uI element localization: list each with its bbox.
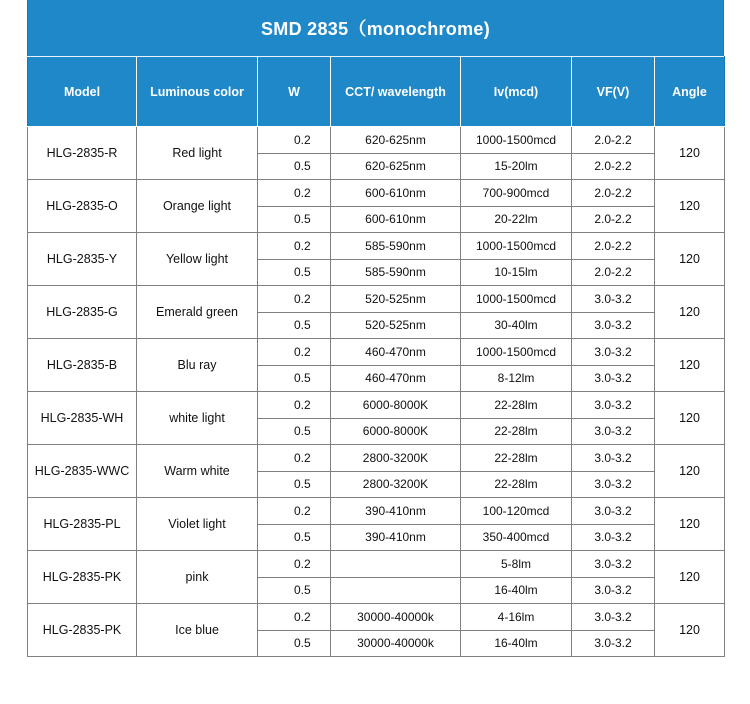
cct-cell: 600-610nm — [331, 206, 461, 233]
iv-cell: 22-28lm — [461, 418, 572, 445]
vf-cell: 3.0-3.2 — [572, 498, 655, 525]
table-title: SMD 2835（monochrome) — [27, 0, 724, 56]
vf-cell: 3.0-3.2 — [572, 577, 655, 604]
model-cell: HLG-2835-WH — [28, 392, 137, 445]
iv-cell: 700-900mcd — [461, 180, 572, 207]
angle-cell: 120 — [655, 445, 725, 498]
header-iv: Iv(mcd) — [461, 57, 572, 127]
cct-cell: 460-470nm — [331, 339, 461, 366]
iv-cell: 1000-1500mcd — [461, 233, 572, 260]
table-row — [28, 286, 725, 313]
vf-cell: 3.0-3.2 — [572, 445, 655, 472]
w-cell: 0.5 — [258, 365, 331, 392]
vf-cell: 2.0-2.2 — [572, 206, 655, 233]
luminous-color-cell: Orange light — [137, 180, 258, 233]
iv-cell: 100-120mcd — [461, 498, 572, 525]
cct-cell: 620-625nm — [331, 127, 461, 154]
vf-cell: 2.0-2.2 — [572, 233, 655, 260]
cct-cell: 390-410nm — [331, 498, 461, 525]
cct-cell: 520-525nm — [331, 286, 461, 313]
cct-cell: 620-625nm — [331, 153, 461, 180]
table-body — [28, 127, 725, 657]
iv-cell: 350-400mcd — [461, 524, 572, 551]
w-cell: 0.5 — [258, 471, 331, 498]
iv-cell: 22-28lm — [461, 445, 572, 472]
cct-cell: 585-590nm — [331, 259, 461, 286]
iv-cell: 1000-1500mcd — [461, 127, 572, 154]
vf-cell: 2.0-2.2 — [572, 180, 655, 207]
vf-cell: 3.0-3.2 — [572, 551, 655, 578]
luminous-color-cell: Emerald green — [137, 286, 258, 339]
vf-cell: 3.0-3.2 — [572, 286, 655, 313]
iv-cell: 8-12lm — [461, 365, 572, 392]
w-cell: 0.2 — [258, 286, 331, 313]
w-cell: 0.2 — [258, 445, 331, 472]
w-cell: 0.2 — [258, 498, 331, 525]
iv-cell: 22-28lm — [461, 471, 572, 498]
angle-cell: 120 — [655, 498, 725, 551]
table-row — [28, 604, 725, 631]
table-row — [28, 233, 725, 260]
w-cell: 0.2 — [258, 127, 331, 154]
vf-cell: 3.0-3.2 — [572, 312, 655, 339]
w-cell: 0.2 — [258, 339, 331, 366]
angle-cell: 120 — [655, 551, 725, 604]
model-cell: HLG-2835-R — [28, 127, 137, 180]
angle-cell: 120 — [655, 127, 725, 180]
vf-cell: 3.0-3.2 — [572, 604, 655, 631]
table-row — [28, 392, 725, 419]
vf-cell: 3.0-3.2 — [572, 365, 655, 392]
vf-cell: 2.0-2.2 — [572, 259, 655, 286]
cct-cell: 600-610nm — [331, 180, 461, 207]
w-cell: 0.5 — [258, 418, 331, 445]
cct-cell: 2800-3200K — [331, 471, 461, 498]
cct-cell: 6000-8000K — [331, 392, 461, 419]
cct-cell — [331, 577, 461, 604]
iv-cell: 30-40lm — [461, 312, 572, 339]
angle-cell: 120 — [655, 604, 725, 657]
w-cell: 0.2 — [258, 604, 331, 631]
iv-cell: 1000-1500mcd — [461, 286, 572, 313]
vf-cell: 2.0-2.2 — [572, 153, 655, 180]
iv-cell: 16-40lm — [461, 630, 572, 657]
cct-cell: 390-410nm — [331, 524, 461, 551]
model-cell: HLG-2835-B — [28, 339, 137, 392]
luminous-color-cell: Red light — [137, 127, 258, 180]
w-cell: 0.5 — [258, 259, 331, 286]
model-cell: HLG-2835-PK — [28, 604, 137, 657]
iv-cell: 15-20lm — [461, 153, 572, 180]
iv-cell: 1000-1500mcd — [461, 339, 572, 366]
luminous-color-cell: Blu ray — [137, 339, 258, 392]
vf-cell: 3.0-3.2 — [572, 524, 655, 551]
iv-cell: 10-15lm — [461, 259, 572, 286]
cct-cell: 585-590nm — [331, 233, 461, 260]
w-cell: 0.2 — [258, 551, 331, 578]
w-cell: 0.2 — [258, 180, 331, 207]
cct-cell: 520-525nm — [331, 312, 461, 339]
model-cell: HLG-2835-PL — [28, 498, 137, 551]
cct-cell: 6000-8000K — [331, 418, 461, 445]
luminous-color-cell: white light — [137, 392, 258, 445]
w-cell: 0.5 — [258, 524, 331, 551]
vf-cell: 3.0-3.2 — [572, 471, 655, 498]
model-cell: HLG-2835-G — [28, 286, 137, 339]
angle-cell: 120 — [655, 233, 725, 286]
iv-cell: 4-16lm — [461, 604, 572, 631]
model-cell: HLG-2835-WWC — [28, 445, 137, 498]
iv-cell: 22-28lm — [461, 392, 572, 419]
spec-table — [27, 56, 725, 657]
angle-cell: 120 — [655, 339, 725, 392]
luminous-color-cell: Ice blue — [137, 604, 258, 657]
table-row — [28, 551, 725, 578]
cct-cell: 30000-40000k — [331, 630, 461, 657]
cct-cell — [331, 551, 461, 578]
w-cell: 0.5 — [258, 312, 331, 339]
vf-cell: 3.0-3.2 — [572, 418, 655, 445]
table-row — [28, 445, 725, 472]
iv-cell: 5-8lm — [461, 551, 572, 578]
w-cell: 0.5 — [258, 630, 331, 657]
w-cell: 0.5 — [258, 153, 331, 180]
cct-cell: 460-470nm — [331, 365, 461, 392]
luminous-color-cell: Yellow light — [137, 233, 258, 286]
header-angle: Angle — [655, 57, 725, 127]
table-row — [28, 498, 725, 525]
luminous-color-cell: Violet light — [137, 498, 258, 551]
cct-cell: 2800-3200K — [331, 445, 461, 472]
header-cct-wavelength: CCT/ wavelength — [331, 57, 461, 127]
model-cell: HLG-2835-PK — [28, 551, 137, 604]
model-cell: HLG-2835-Y — [28, 233, 137, 286]
luminous-color-cell: pink — [137, 551, 258, 604]
vf-cell: 2.0-2.2 — [572, 127, 655, 154]
model-cell: HLG-2835-O — [28, 180, 137, 233]
table-row — [28, 339, 725, 366]
header-luminous-color: Luminous color — [137, 57, 258, 127]
table-row — [28, 180, 725, 207]
angle-cell: 120 — [655, 180, 725, 233]
angle-cell: 120 — [655, 286, 725, 339]
header-model: Model — [28, 57, 137, 127]
vf-cell: 3.0-3.2 — [572, 392, 655, 419]
w-cell: 0.2 — [258, 233, 331, 260]
w-cell: 0.5 — [258, 206, 331, 233]
w-cell: 0.2 — [258, 392, 331, 419]
cct-cell: 30000-40000k — [331, 604, 461, 631]
spec-sheet — [27, 0, 724, 657]
header-row — [28, 57, 725, 127]
header-w: W — [258, 57, 331, 127]
iv-cell: 16-40lm — [461, 577, 572, 604]
luminous-color-cell: Warm white — [137, 445, 258, 498]
w-cell: 0.5 — [258, 577, 331, 604]
vf-cell: 3.0-3.2 — [572, 339, 655, 366]
header-vf: VF(V) — [572, 57, 655, 127]
vf-cell: 3.0-3.2 — [572, 630, 655, 657]
angle-cell: 120 — [655, 392, 725, 445]
iv-cell: 20-22lm — [461, 206, 572, 233]
table-row — [28, 127, 725, 154]
